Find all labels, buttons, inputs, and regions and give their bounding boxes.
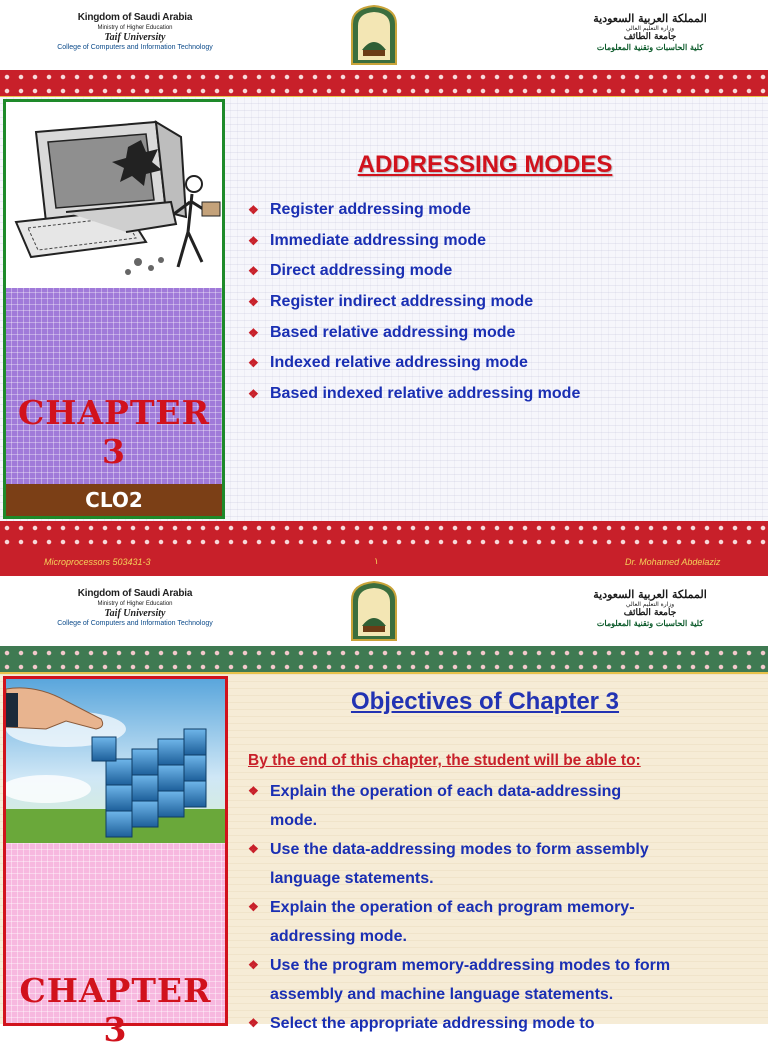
list-item: ❖ Use the data-addressing modes to form assembly language statements. bbox=[248, 835, 748, 893]
header-kingdom-ar: المملكة العربية السعودية bbox=[593, 12, 707, 25]
header-university: Taif University bbox=[104, 608, 166, 619]
header-left-en-2 bbox=[35, 588, 235, 627]
header-college: College of Computers and Information Technology bbox=[57, 620, 213, 627]
chapter-label-2: CHAPTER 3 bbox=[19, 971, 212, 1049]
header-university-ar: جامعة الطائف bbox=[623, 32, 677, 42]
list-item: ❖ Explain the operation of each program memory- addressing mode. bbox=[248, 893, 748, 951]
slide1-title: ADDRESSING MODES bbox=[357, 151, 613, 178]
footer-course: Microprocessors 503431-3 bbox=[44, 557, 151, 567]
slide-footer bbox=[0, 548, 768, 576]
bullet-diamond-icon: ❖ bbox=[248, 1016, 259, 1030]
header-ministry-ar: وزارة التعليم العالي bbox=[625, 25, 675, 32]
list-item: ❖ Indexed relative addressing mode bbox=[248, 354, 528, 372]
header-college-ar: كلية الحاسبات وتقنية المعلومات bbox=[596, 618, 704, 628]
cubes-illustration bbox=[6, 679, 225, 843]
bullet-diamond-icon: ❖ bbox=[248, 203, 259, 218]
slide2-chapter-panel bbox=[6, 843, 225, 1049]
bullet-diamond-icon: ❖ bbox=[248, 325, 259, 340]
bullet-diamond-icon: ❖ bbox=[248, 900, 259, 914]
list-item: ❖ Explain the operation of each data-addressing mode. bbox=[248, 777, 748, 835]
header-university: Taif University bbox=[104, 32, 166, 43]
bullet-diamond-icon: ❖ bbox=[248, 356, 259, 371]
list-item: ❖ Register addressing mode bbox=[248, 201, 471, 219]
objectives-intro: By the end of this chapter, the student will be able to: bbox=[248, 752, 641, 769]
slide1-chapter-panel bbox=[6, 288, 222, 484]
list-item: ❖ Register indirect addressing mode bbox=[248, 293, 534, 311]
header-left-en bbox=[35, 12, 235, 51]
addressing-modes-list bbox=[248, 195, 748, 409]
bullet-diamond-icon: ❖ bbox=[248, 842, 259, 856]
list-item: ❖ Based indexed relative addressing mode bbox=[248, 384, 581, 402]
footer-page-number: ١ bbox=[374, 556, 379, 566]
list-item: ❖ Immediate addressing mode bbox=[248, 231, 487, 249]
header-college-ar: كلية الحاسبات وتقنية المعلومات bbox=[596, 42, 704, 52]
header-ministry-ar: وزارة التعليم العالي bbox=[625, 601, 675, 608]
decor-band-green bbox=[0, 646, 768, 674]
footer-author: Dr. Mohamed Abdelaziz bbox=[625, 557, 721, 567]
header-kingdom: Kingdom of Saudi Arabia bbox=[77, 588, 193, 599]
header-college: College of Computers and Information Technology bbox=[57, 44, 213, 51]
bullet-diamond-icon: ❖ bbox=[248, 386, 259, 401]
university-seal-2 bbox=[349, 580, 399, 642]
objectives-list bbox=[248, 777, 748, 1038]
list-item: ❖ Direct addressing mode bbox=[248, 262, 453, 280]
clo-label: CLO2 bbox=[6, 484, 222, 516]
list-item: ❖ Select the appropriate addressing mode to bbox=[248, 1009, 748, 1038]
header-ministry: Ministry of Higher Education bbox=[97, 25, 173, 31]
header-kingdom: Kingdom of Saudi Arabia bbox=[77, 12, 193, 23]
university-seal bbox=[349, 4, 399, 66]
bullet-diamond-icon: ❖ bbox=[248, 295, 259, 310]
computer-illustration bbox=[6, 102, 222, 288]
header-university-ar: جامعة الطائف bbox=[623, 608, 677, 618]
bullet-diamond-icon: ❖ bbox=[248, 233, 259, 248]
list-item: ❖ Use the program memory-addressing modes to form assembly and machine language statements. bbox=[248, 951, 748, 1009]
decor-band-red-bottom bbox=[0, 521, 768, 549]
bullet-diamond-icon: ❖ bbox=[248, 264, 259, 279]
header-right-ar-2 bbox=[580, 588, 720, 628]
header-right-ar bbox=[580, 12, 720, 52]
header-ministry: Ministry of Higher Education bbox=[97, 601, 173, 607]
decor-band-red bbox=[0, 70, 768, 98]
chapter-label: CHAPTER 3 bbox=[18, 393, 210, 471]
bullet-diamond-icon: ❖ bbox=[248, 784, 259, 798]
slide2-title: Objectives of Chapter 3 bbox=[350, 688, 620, 715]
header-kingdom-ar: المملكة العربية السعودية bbox=[593, 588, 707, 601]
bullet-diamond-icon: ❖ bbox=[248, 958, 259, 972]
list-item: ❖ Based relative addressing mode bbox=[248, 323, 516, 341]
